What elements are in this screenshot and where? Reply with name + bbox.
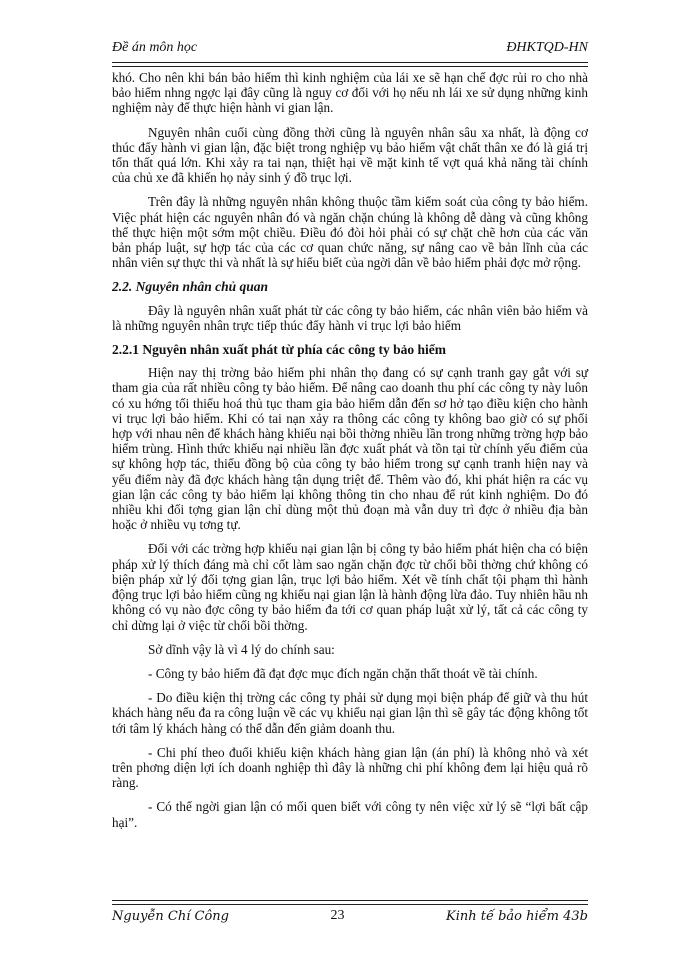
paragraph: Hiện nay thị trờng bảo hiểm phi nhân thọ đang có sự cạnh tranh gay gắt với sự tham gia của rất nhiều công ty bảo hiểm. Để nâng cao doanh thu phí các công ty này luôn có xu hớng tối thiểu hoá thủ tục tham gia bảo hiểm dẫn đến sơ hở tạo điều kiện cho hành vi trục lợi bảo hiểm. Khi có tai nạn xảy ra thông các công ty không bao giờ có sự phối hợp với nhau nên để khách hàng khiếu nại bồi thờng nhiều lần trong những trờng hợp bảo hiểm trùng. Hình thức khiếu nại nhiều lần đợc xuất phát và tồn tại từ chính yếu điểm của sự không hợp tác, thiếu đồng bộ của công ty bảo hiểm trong sự cạnh tranh hiện nay và yếu điểm này đã đợc khách hàng tận dụng triệt để. Thêm vào đó, khi phát hiện ra các vụ gian lận các công ty bảo hiểm lại không thông tin cho nhau để rút kinh nghiệm. Do đó nhiều khi đối tợng gian lận chỉ dùng một thủ đoạn mà vẫn duy trì đợc ở nhiều địa bàn hoặc ở nhiều vụ tơng tự. (112, 365, 588, 533)
header-rule (112, 62, 588, 67)
paragraph: Trên đây là những nguyên nhân không thuộc tầm kiểm soát của công ty bảo hiểm. Việc phát hiện các nguyên nhân đó và ngăn chặn chúng là không dễ dàng và cũng không thể thực hiện một sớm một chiều. Điều đó đòi hỏi phải có sự chặt chẽ hơn của các văn bản pháp luật, sự hợp tác của các cơ quan chức năng, sự nâng cao về bản lĩnh của các nhân viên sự thực thi và nhất là sự hiểu biết của ngời dân về bảo hiểm phải đợc mở rộng. (112, 194, 588, 271)
bullet-item: - Do điều kiện thị trờng các công ty phải sử dụng mọi biện pháp để giữ và thu hút khách hàng nếu đa ra công luận về các vụ khiếu nại gian lận thì sẽ gây tác động không tốt tới tâm lý khách hàng có thể dẫn đến giảm doanh thu. (112, 690, 588, 736)
footer-author: Nguyễn Chí Công (112, 908, 229, 924)
paragraph: Đây là nguyên nhân xuất phát từ các công ty bảo hiểm, các nhân viên bảo hiểm và là những nguyên nhân trực tiếp thúc đẩy hành vi trục lợi bảo hiểm (112, 302, 588, 333)
footer-class: Kinh tế bảo hiểm 43b (446, 908, 588, 924)
header-right: ĐHKTQD-HN (506, 40, 588, 55)
paragraph: Sở dĩnh vậy là vì 4 lý do chính sau: (148, 641, 335, 657)
paragraph: Đối với các trờng hợp khiếu nại gian lận bị công ty bảo hiểm phát hiện cha có biện pháp xử lý thích đáng mà chỉ cốt làm sao ngăn chặn đợc từ chối bồi thờng chứ không có biện pháp xử lý đối tợng gian lận, trục lợi bảo hiểm. Xét về tính chất tội phạm thì hành động trục lợi bảo hiểm cũng ng khiếu nại gian lận là hành động lừa đảo. Tuy nhiên hầu nh không có vụ nào đợc công ty bảo hiểm đa tới cơ quan pháp luật xử lý, tất cả các công ty chỉ dừng lại ở việc từ chối bồi thờng. (112, 541, 588, 633)
section-heading: 2.2. Nguyên nhân chủ quan (112, 279, 269, 295)
paragraph: khó. Cho nên khi bán bảo hiểm thì kinh nghiệm của lái xe sẽ hạn chế đợc rủi ro cho nhà bảo hiểm nhng ngợc lại đây cũng là nguy cơ đối với họ nếu nh lái xe sử dụng những kinh nghiệm này để thực hiện hành vi gian lận. (112, 70, 588, 116)
page-header (112, 40, 588, 56)
bullet-item: - Chi phí theo đuổi khiếu kiện khách hàng gian lận (án phí) là không nhỏ và xét trên phơng diện lợi ích doanh nghiệp thì đây là những chi phí không đem lại hiệu quả rõ ràng. (112, 744, 588, 791)
footer-rule (112, 900, 588, 905)
header-left: Đề án môn học (112, 40, 198, 55)
subsection-heading: 2.2.1 Nguyên nhân xuất phát từ phía các công ty bảo hiểm (112, 342, 447, 358)
paragraph: Nguyên nhân cuối cùng đồng thời cũng là nguyên nhân sâu xa nhất, là động cơ thúc đẩy hành vi gian lận, đặc biệt trong nghiệp vụ bảo hiểm vật chất thân xe đó là giá trị tổn thất quá lớn. Khi xảy ra tai nạn, thiệt hại về mặt kinh tế vợt quá khả năng tài chính của chủ xe đã khiến họ nảy sinh ý đồ trục lợi. (112, 124, 588, 186)
bullet-item: - Có thể ngời gian lận có mối quen biết với công ty nên việc xử lý sẽ “lợi bất cập hại”. (112, 799, 588, 830)
page-footer (112, 908, 588, 924)
bullet-item: - Công ty bảo hiểm đã đạt đợc mục đích ngăn chặn thất thoát về tài chính. (148, 665, 538, 681)
page-number: 23 (330, 908, 345, 923)
page-content (112, 70, 588, 839)
